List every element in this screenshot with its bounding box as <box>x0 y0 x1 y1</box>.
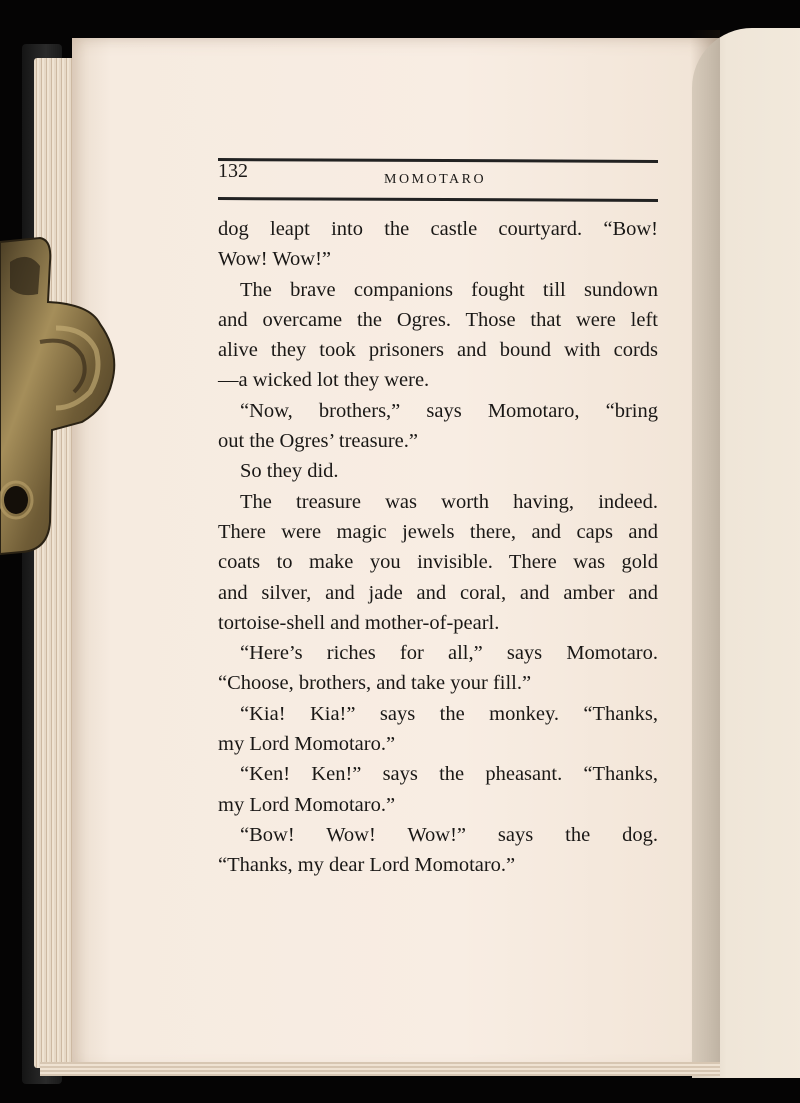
text-line: “Here’s riches for all,” says Momotaro. <box>240 642 658 665</box>
body-text <box>218 214 658 881</box>
text-line: So they did. <box>240 460 339 483</box>
text-line: tortoise-shell and mother-of-pearl. <box>218 611 500 634</box>
text-line: “Bow! Wow! Wow!” says the dog. <box>240 823 658 846</box>
text-line: “Kia! Kia!” says the monkey. “Thanks, <box>240 702 658 725</box>
text-line: out the Ogres’ treasure.” <box>218 430 418 453</box>
text-line: and overcame the Ogres. Those that were left <box>218 308 658 331</box>
text-line: coats to make you invisible. There was gold <box>218 551 658 574</box>
gutter-shadow <box>690 30 720 1070</box>
text-line: my Lord Momotaro.” <box>218 733 396 756</box>
text-line: The brave companions fought till sundown <box>240 278 658 301</box>
text-line: my Lord Momotaro.” <box>218 793 396 816</box>
text-line: and silver, and jade and coral, and amber and <box>218 581 658 604</box>
brass-clasp-icon <box>0 232 125 557</box>
page-number: 132 <box>218 160 248 182</box>
running-head: MOMOTARO <box>384 172 487 187</box>
text-line: “Choose, brothers, and take your fill.” <box>218 672 532 695</box>
text-line: The treasure was worth having, indeed. <box>240 490 658 513</box>
text-line: dog leapt into the castle courtyard. “Bow! <box>218 218 658 240</box>
text-line: —a wicked lot they were. <box>218 369 430 392</box>
text-line: There were magic jewels there, and caps and <box>218 520 658 543</box>
text-line: “Now, brothers,” says Momotaro, “bring <box>240 399 658 422</box>
bottom-page-edges <box>40 1062 720 1076</box>
text-line: alive they took prisoners and bound with cords <box>218 339 658 362</box>
text-line: “Ken! Ken!” says the pheasant. “Thanks, <box>240 763 658 786</box>
text-line: “Thanks, my dear Lord Momotaro.” <box>218 854 516 877</box>
text-line: Wow! Wow!” <box>218 248 332 271</box>
